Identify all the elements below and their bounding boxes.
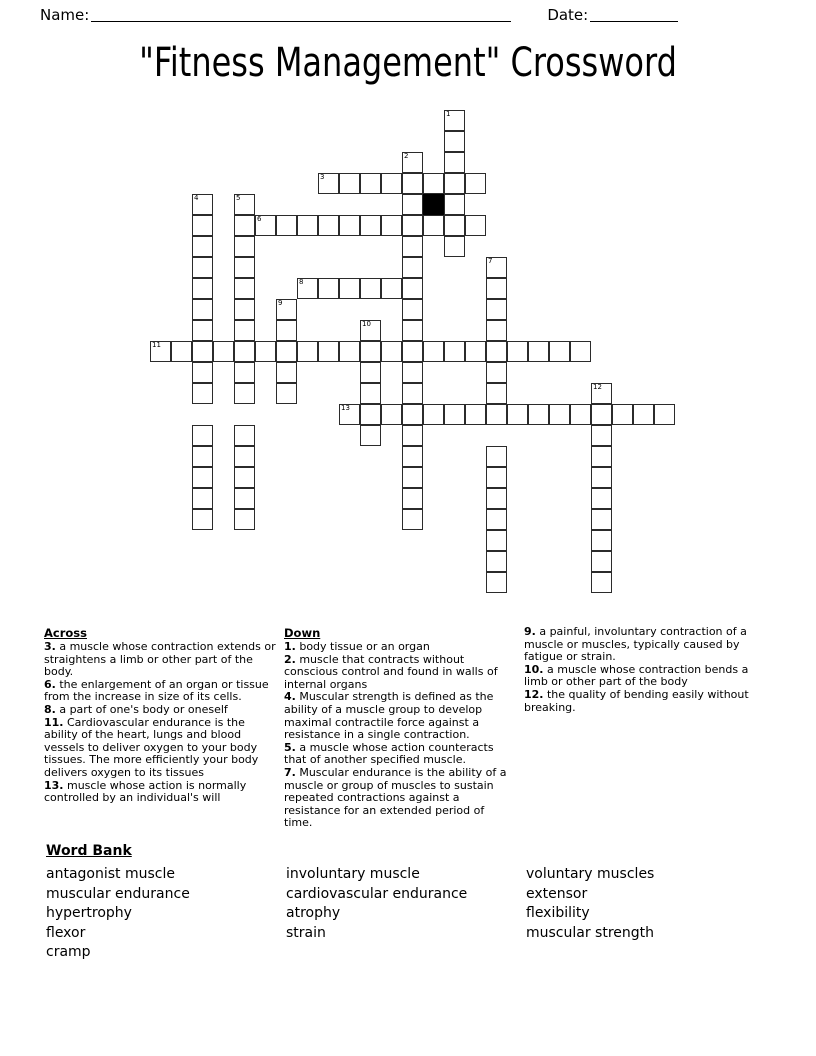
clue-number-label: 13. bbox=[44, 778, 64, 792]
clue-text: muscle whose action is normally controlled by an individual's will bbox=[44, 778, 247, 805]
grid-cell-blocked bbox=[423, 194, 444, 215]
clue-number-label: 8. bbox=[44, 702, 56, 716]
clue-text: the enlargement of an organ or tissue from the increase in size of its cells. bbox=[44, 677, 269, 704]
down-clues-column bbox=[284, 626, 524, 830]
down-heading: Down bbox=[284, 626, 321, 640]
grid-cell[interactable] bbox=[234, 320, 255, 341]
grid-cell[interactable] bbox=[591, 467, 612, 488]
word-bank-item: flexor bbox=[46, 924, 86, 941]
grid-cell[interactable] bbox=[486, 551, 507, 572]
grid-cell[interactable] bbox=[339, 173, 360, 194]
clue-number: 9 bbox=[278, 299, 283, 307]
grid-cell[interactable] bbox=[192, 236, 213, 257]
grid-cell[interactable] bbox=[465, 341, 486, 362]
grid-cell[interactable] bbox=[423, 173, 444, 194]
grid-cell[interactable] bbox=[192, 509, 213, 530]
grid-cell[interactable] bbox=[444, 215, 465, 236]
grid-cell[interactable] bbox=[444, 152, 465, 173]
grid-cell[interactable] bbox=[591, 572, 612, 593]
grid-cell[interactable] bbox=[423, 215, 444, 236]
grid-cell[interactable] bbox=[402, 425, 423, 446]
grid-cell[interactable] bbox=[192, 362, 213, 383]
down-clue-7 bbox=[284, 767, 516, 830]
grid-cell[interactable] bbox=[297, 278, 318, 299]
grid-cell[interactable] bbox=[486, 320, 507, 341]
grid-cell[interactable] bbox=[528, 341, 549, 362]
grid-cell[interactable] bbox=[486, 362, 507, 383]
grid-cell[interactable] bbox=[360, 404, 381, 425]
grid-cell[interactable] bbox=[444, 404, 465, 425]
clue-number-label: 7. bbox=[284, 765, 296, 779]
across-clue-3 bbox=[44, 641, 276, 679]
down-clue-2 bbox=[284, 654, 516, 692]
clue-number: 8 bbox=[299, 278, 304, 286]
across-heading: Across bbox=[44, 626, 87, 640]
clue-number-label: 6. bbox=[44, 677, 56, 691]
word-bank-item: voluntary muscles bbox=[526, 866, 655, 882]
grid-cell[interactable] bbox=[402, 236, 423, 257]
grid-cell[interactable] bbox=[402, 278, 423, 299]
grid-cell[interactable] bbox=[234, 425, 255, 446]
grid-cell[interactable] bbox=[633, 404, 654, 425]
grid-cell[interactable] bbox=[402, 467, 423, 488]
grid-cell[interactable] bbox=[507, 341, 528, 362]
grid-cell[interactable] bbox=[192, 257, 213, 278]
grid-cell[interactable] bbox=[255, 215, 276, 236]
grid-cell[interactable] bbox=[360, 362, 381, 383]
word-bank-column-3 bbox=[526, 865, 766, 963]
grid-cell[interactable] bbox=[486, 299, 507, 320]
clue-number-label: 1. bbox=[284, 640, 296, 653]
grid-cell[interactable] bbox=[402, 320, 423, 341]
grid-cell[interactable] bbox=[654, 404, 675, 425]
grid-cell[interactable] bbox=[591, 404, 612, 425]
grid-cell[interactable] bbox=[423, 404, 444, 425]
grid-cell[interactable] bbox=[360, 215, 381, 236]
word-bank-column-2 bbox=[286, 865, 526, 963]
grid-cell[interactable] bbox=[402, 341, 423, 362]
grid-cell[interactable] bbox=[486, 278, 507, 299]
clue-text: Muscular strength is defined as the ability of a muscle group to develop maximal contractile force against a resistance in a single contraction. bbox=[284, 690, 494, 742]
grid-cell[interactable] bbox=[402, 299, 423, 320]
clue-text: a part of one's body or oneself bbox=[55, 702, 228, 716]
grid-cell[interactable] bbox=[192, 446, 213, 467]
clue-number: 5 bbox=[236, 194, 241, 202]
word-bank-item: atrophy bbox=[286, 905, 341, 921]
grid-cell[interactable] bbox=[171, 341, 192, 362]
grid-cell[interactable] bbox=[339, 215, 360, 236]
grid-cell[interactable] bbox=[486, 404, 507, 425]
grid-cell[interactable] bbox=[360, 425, 381, 446]
clue-number: 11 bbox=[152, 341, 161, 349]
grid-cell[interactable] bbox=[234, 488, 255, 509]
clue-text: body tissue or an organ bbox=[295, 640, 430, 653]
grid-cell[interactable] bbox=[486, 257, 507, 278]
word-bank-item: muscular strength bbox=[526, 924, 655, 941]
grid-cell[interactable] bbox=[318, 215, 339, 236]
clue-number-label: 12. bbox=[524, 687, 544, 701]
across-clues-column bbox=[44, 626, 284, 805]
grid-cell[interactable] bbox=[528, 404, 549, 425]
grid-cell[interactable] bbox=[486, 572, 507, 593]
clue-number: 2 bbox=[404, 152, 409, 160]
word-bank-columns bbox=[46, 865, 766, 963]
word-bank-item: flexibility bbox=[526, 905, 590, 921]
across-clue-13 bbox=[44, 780, 276, 805]
grid-cell[interactable] bbox=[234, 299, 255, 320]
grid-cell[interactable] bbox=[486, 530, 507, 551]
grid-cell[interactable] bbox=[402, 215, 423, 236]
grid-cell[interactable] bbox=[591, 488, 612, 509]
grid-cell[interactable] bbox=[213, 341, 234, 362]
grid-cell[interactable] bbox=[465, 173, 486, 194]
down-clue-12 bbox=[524, 689, 766, 714]
grid-cell[interactable] bbox=[486, 488, 507, 509]
grid-cell[interactable] bbox=[234, 509, 255, 530]
down-clues-column-continued bbox=[524, 626, 774, 714]
grid-cell[interactable] bbox=[192, 320, 213, 341]
down-clue-9 bbox=[524, 626, 766, 664]
grid-cell[interactable] bbox=[381, 278, 402, 299]
grid-cell[interactable] bbox=[444, 131, 465, 152]
clue-text: a muscle whose contraction extends or straightens a limb or other part of the body. bbox=[44, 640, 276, 679]
grid-cell[interactable] bbox=[234, 362, 255, 383]
clue-number: 7 bbox=[488, 257, 493, 265]
grid-cell[interactable] bbox=[402, 446, 423, 467]
down-clue-4 bbox=[284, 691, 516, 741]
grid-cell[interactable] bbox=[591, 530, 612, 551]
word-bank-heading: Word Bank bbox=[46, 843, 132, 859]
grid-cell[interactable] bbox=[486, 341, 507, 362]
grid-cell[interactable] bbox=[570, 341, 591, 362]
clue-number-label: 9. bbox=[524, 625, 536, 638]
grid-cell[interactable] bbox=[276, 215, 297, 236]
grid-cell[interactable] bbox=[192, 215, 213, 236]
clue-number: 10 bbox=[362, 320, 371, 328]
word-bank-column-1 bbox=[46, 865, 286, 963]
clue-number-label: 2. bbox=[284, 652, 296, 666]
word-bank-item: strain bbox=[286, 924, 326, 941]
grid-cell[interactable] bbox=[402, 173, 423, 194]
clue-number: 12 bbox=[593, 383, 602, 391]
grid-cell[interactable] bbox=[339, 278, 360, 299]
grid-cell[interactable] bbox=[192, 194, 213, 215]
clue-number-label: 3. bbox=[44, 640, 56, 653]
clue-text: a painful, involuntary contraction of a muscle or muscles, typically caused by fatigue or strain. bbox=[524, 625, 747, 664]
word-bank-item: cardiovascular endurance bbox=[286, 885, 468, 902]
grid-cell[interactable] bbox=[276, 383, 297, 404]
down-clue-5 bbox=[284, 742, 516, 767]
grid-cell[interactable] bbox=[465, 404, 486, 425]
grid-cell[interactable] bbox=[549, 404, 570, 425]
clue-text: the quality of bending easily without breaking. bbox=[524, 687, 749, 714]
grid-cell[interactable] bbox=[192, 299, 213, 320]
grid-cell[interactable] bbox=[192, 278, 213, 299]
grid-cell[interactable] bbox=[276, 362, 297, 383]
grid-cell[interactable] bbox=[402, 257, 423, 278]
grid-cell[interactable] bbox=[192, 383, 213, 404]
clue-text: a muscle whose contraction bends a limb or other part of the body bbox=[524, 662, 749, 689]
grid-cell[interactable] bbox=[486, 509, 507, 530]
grid-cell[interactable] bbox=[360, 278, 381, 299]
grid-cell[interactable] bbox=[465, 215, 486, 236]
word-bank-item: hypertrophy bbox=[46, 905, 132, 921]
clue-text: a muscle whose action counteracts that of another specified muscle. bbox=[284, 740, 494, 767]
grid-cell[interactable] bbox=[276, 299, 297, 320]
grid-cell[interactable] bbox=[192, 341, 213, 362]
grid-cell[interactable] bbox=[234, 215, 255, 236]
grid-cell[interactable] bbox=[612, 404, 633, 425]
clues-section bbox=[44, 626, 774, 830]
word-bank-item: muscular endurance bbox=[46, 885, 190, 902]
grid-cell[interactable] bbox=[234, 278, 255, 299]
grid-cell[interactable] bbox=[360, 320, 381, 341]
grid-cell[interactable] bbox=[444, 110, 465, 131]
grid-cell[interactable] bbox=[318, 278, 339, 299]
date-label: Date: bbox=[547, 6, 589, 24]
clue-number: 3 bbox=[320, 173, 325, 181]
grid-cell[interactable] bbox=[276, 341, 297, 362]
clue-number-label: 4. bbox=[284, 690, 296, 704]
grid-cell[interactable] bbox=[297, 341, 318, 362]
grid-cell[interactable] bbox=[381, 215, 402, 236]
grid-cell[interactable] bbox=[486, 383, 507, 404]
grid-cell[interactable] bbox=[234, 236, 255, 257]
clue-number-label: 11. bbox=[44, 715, 64, 729]
grid-cell[interactable] bbox=[402, 152, 423, 173]
grid-cell[interactable] bbox=[444, 236, 465, 257]
clue-number: 13 bbox=[341, 404, 350, 412]
across-clue-6 bbox=[44, 679, 276, 704]
grid-cell[interactable] bbox=[318, 173, 339, 194]
word-bank-item: extensor bbox=[526, 885, 588, 902]
grid-cell[interactable] bbox=[402, 509, 423, 530]
grid-cell[interactable] bbox=[444, 194, 465, 215]
grid-cell[interactable] bbox=[192, 467, 213, 488]
grid-cell[interactable] bbox=[276, 320, 297, 341]
grid-cell[interactable] bbox=[234, 257, 255, 278]
page-title: "Fitness Management" Crossword bbox=[139, 40, 677, 86]
grid-cell[interactable] bbox=[297, 215, 318, 236]
grid-cell[interactable] bbox=[402, 488, 423, 509]
clue-number-label: 10. bbox=[524, 662, 544, 676]
grid-cell[interactable] bbox=[339, 341, 360, 362]
clue-number-label: 5. bbox=[284, 740, 296, 754]
name-label: Name: bbox=[40, 6, 90, 24]
grid-cell[interactable] bbox=[234, 467, 255, 488]
clue-number: 4 bbox=[194, 194, 199, 202]
grid-cell[interactable] bbox=[234, 341, 255, 362]
word-bank-item: cramp bbox=[46, 944, 91, 960]
grid-cell[interactable] bbox=[255, 341, 276, 362]
grid-cell[interactable] bbox=[402, 362, 423, 383]
grid-cell[interactable] bbox=[192, 425, 213, 446]
grid-cell[interactable] bbox=[381, 173, 402, 194]
grid-cell[interactable] bbox=[339, 404, 360, 425]
grid-cell[interactable] bbox=[486, 467, 507, 488]
grid-cell[interactable] bbox=[591, 551, 612, 572]
clue-number: 6 bbox=[257, 215, 262, 223]
grid-cell[interactable] bbox=[444, 173, 465, 194]
grid-cell[interactable] bbox=[402, 404, 423, 425]
grid-cell[interactable] bbox=[360, 383, 381, 404]
word-bank-section bbox=[46, 843, 766, 963]
grid-cell[interactable] bbox=[591, 509, 612, 530]
clue-number: 1 bbox=[446, 110, 451, 118]
grid-cell[interactable] bbox=[234, 446, 255, 467]
grid-cell[interactable] bbox=[150, 341, 171, 362]
across-clue-11 bbox=[44, 717, 276, 780]
grid-cell[interactable] bbox=[444, 341, 465, 362]
grid-cell[interactable] bbox=[402, 194, 423, 215]
down-clue-10 bbox=[524, 664, 766, 689]
grid-cell[interactable] bbox=[549, 341, 570, 362]
clue-text: Muscular endurance is the ability of a muscle or group of muscles to sustain repeated contractions against a resistance for an extended period of time. bbox=[284, 765, 507, 830]
word-bank-item: involuntary muscle bbox=[286, 866, 420, 882]
grid-cell[interactable] bbox=[318, 341, 339, 362]
grid-cell[interactable] bbox=[486, 446, 507, 467]
grid-cell[interactable] bbox=[591, 425, 612, 446]
grid-cell[interactable] bbox=[360, 341, 381, 362]
clue-text: muscle that contracts without conscious control and found in walls of internal organs bbox=[284, 652, 498, 691]
grid-cell[interactable] bbox=[234, 383, 255, 404]
grid-cell[interactable] bbox=[591, 383, 612, 404]
grid-cell[interactable] bbox=[402, 383, 423, 404]
clue-text: Cardiovascular endurance is the ability of the heart, lungs and blood vessels to deliver oxygen to your body tissues. The more efficiently your body delivers oxygen to its tissues bbox=[44, 715, 259, 779]
grid-cell[interactable] bbox=[591, 446, 612, 467]
grid-cell[interactable] bbox=[192, 488, 213, 509]
grid-cell[interactable] bbox=[507, 404, 528, 425]
grid-cell[interactable] bbox=[360, 173, 381, 194]
grid-cell[interactable] bbox=[381, 404, 402, 425]
grid-cell[interactable] bbox=[423, 341, 444, 362]
grid-cell[interactable] bbox=[381, 341, 402, 362]
grid-cell[interactable] bbox=[570, 404, 591, 425]
grid-cell[interactable] bbox=[234, 194, 255, 215]
word-bank-item: antagonist muscle bbox=[46, 866, 175, 882]
